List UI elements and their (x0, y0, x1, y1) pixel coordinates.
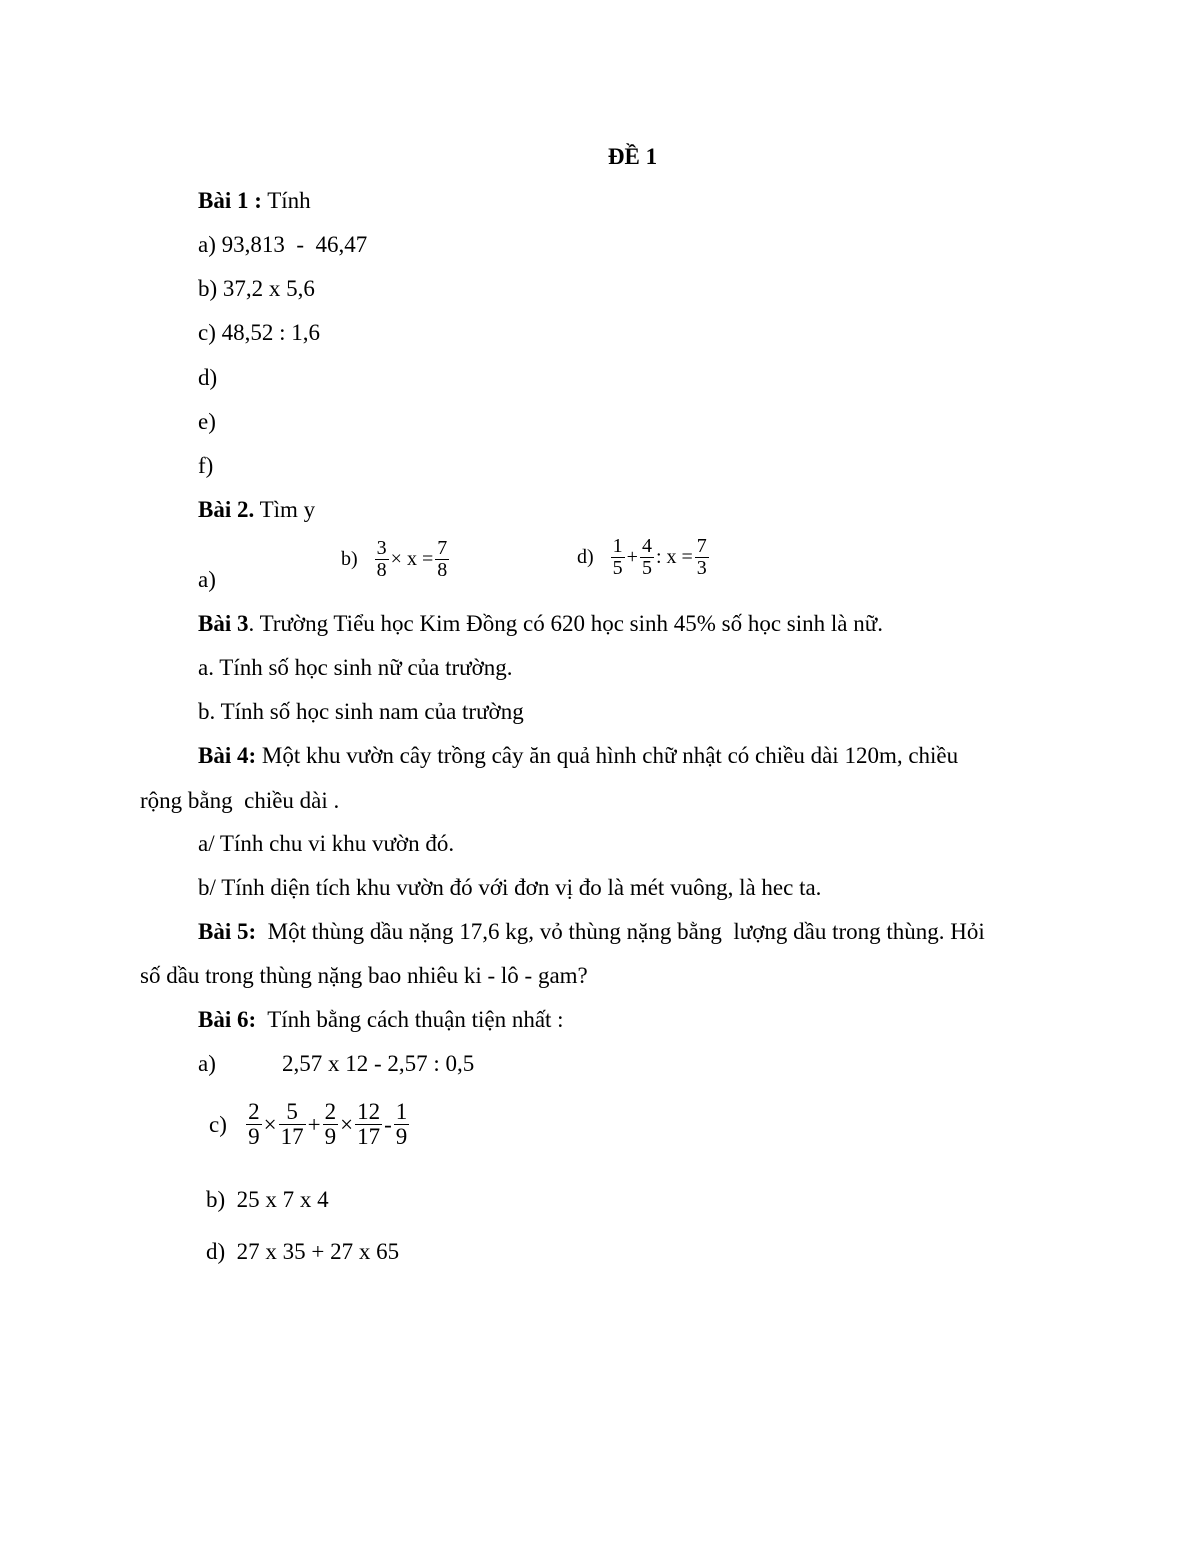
bai2-item-d (576, 536, 710, 579)
page-title: ĐỀ 1 (607, 144, 658, 169)
bai4-item-a: a/ Tính chu vi khu vườn đó. (198, 831, 455, 856)
fraction: $\frac{4}{5}$ (641, 535, 652, 579)
operator: : x = (655, 546, 693, 568)
fraction: $\frac{3}{8}$ (376, 537, 387, 581)
bai2-item-b (340, 538, 450, 581)
bai3-heading (198, 610, 883, 638)
bai6-heading (198, 1006, 564, 1034)
bai6-item-c (208, 1100, 410, 1149)
fraction: $\frac{7}{8}$ (437, 537, 448, 581)
bai1-heading (198, 187, 311, 215)
fraction: $\frac{2}{9}$ (248, 1099, 260, 1150)
operator: - (384, 1111, 392, 1137)
bai5-text-cont: số dầu trong thùng nặng bao nhiêu ki - lô - gam? (140, 963, 588, 988)
bai6-item-b: b) 25 x 7 x 4 (206, 1187, 329, 1212)
fraction: $\frac{12}{17}$ (357, 1099, 381, 1150)
bai6-item-d: d) 27 x 35 + 27 x 65 (206, 1239, 400, 1264)
operator: + (307, 1111, 321, 1137)
bai3-label: Bài 3 (198, 611, 249, 636)
bai3-item-a: a. Tính số học sinh nữ của trường. (198, 655, 513, 680)
bai6-label: Bài 6: (198, 1007, 257, 1032)
bai2-d-label: d) (577, 546, 594, 568)
bai2-item-a: a) (198, 567, 216, 592)
bai1-item-d: d) (198, 365, 218, 390)
fraction: $\frac{1}{9}$ (395, 1099, 408, 1150)
bai2-heading (198, 496, 315, 524)
bai1-text: Tính (261, 188, 311, 213)
bai2-label: Bài 2. (198, 497, 255, 522)
bai2-text: Tìm y (254, 497, 316, 522)
bai3-item-b: b. Tính số học sinh nam của trường (198, 699, 524, 724)
bai4-text-cont: rộng bằng chiều dài . (140, 788, 340, 813)
bai1-item-b: b) 37,2 x 5,6 (198, 276, 315, 301)
bai6-item-a-expr: 2,57 x 12 - 2,57 : 0,5 (282, 1051, 475, 1076)
operator: × (263, 1111, 277, 1137)
bai3-text: . Trường Tiểu học Kim Đồng có 620 học sinh 45% số học sinh là nữ. (248, 611, 883, 636)
operator: × x = (390, 548, 434, 570)
bai5-heading (198, 918, 985, 946)
operator: + (626, 546, 638, 568)
bai4-heading (198, 742, 958, 770)
operator: × (340, 1111, 354, 1137)
bai1-item-e: e) (198, 409, 216, 434)
bai1-item-c: c) 48,52 : 1,6 (198, 320, 321, 345)
bai6-c-label: c) (209, 1111, 227, 1137)
bai2-b-label: b) (341, 548, 358, 570)
fraction: $\frac{1}{5}$ (612, 535, 623, 579)
bai5-label: Bài 5: (198, 919, 257, 944)
bai4-text: Một khu vườn cây trồng cây ăn quả hình chữ nhật có chiều dài 120m, chiều (256, 743, 959, 768)
bai1-item-f: f) (198, 453, 214, 478)
bai6-text: Tính bằng cách thuận tiện nhất : (256, 1007, 564, 1032)
fraction: $\frac{2}{9}$ (324, 1099, 337, 1150)
bai4-item-b: b/ Tính diện tích khu vườn đó với đơn vị đo là mét vuông, là hec ta. (198, 875, 822, 900)
bai5-text: Một thùng dầu nặng 17,6 kg, vỏ thùng nặng bằng lượng dầu trong thùng. Hỏi (256, 919, 985, 944)
bai1-item-a: a) 93,813 - 46,47 (198, 232, 368, 257)
fraction: $\frac{5}{17}$ (280, 1099, 304, 1150)
bai6-item-a-label: a) (198, 1051, 216, 1076)
fraction: $\frac{7}{3}$ (696, 535, 707, 579)
bai4-label: Bài 4: (198, 743, 257, 768)
bai1-label: Bài 1 : (198, 188, 262, 213)
